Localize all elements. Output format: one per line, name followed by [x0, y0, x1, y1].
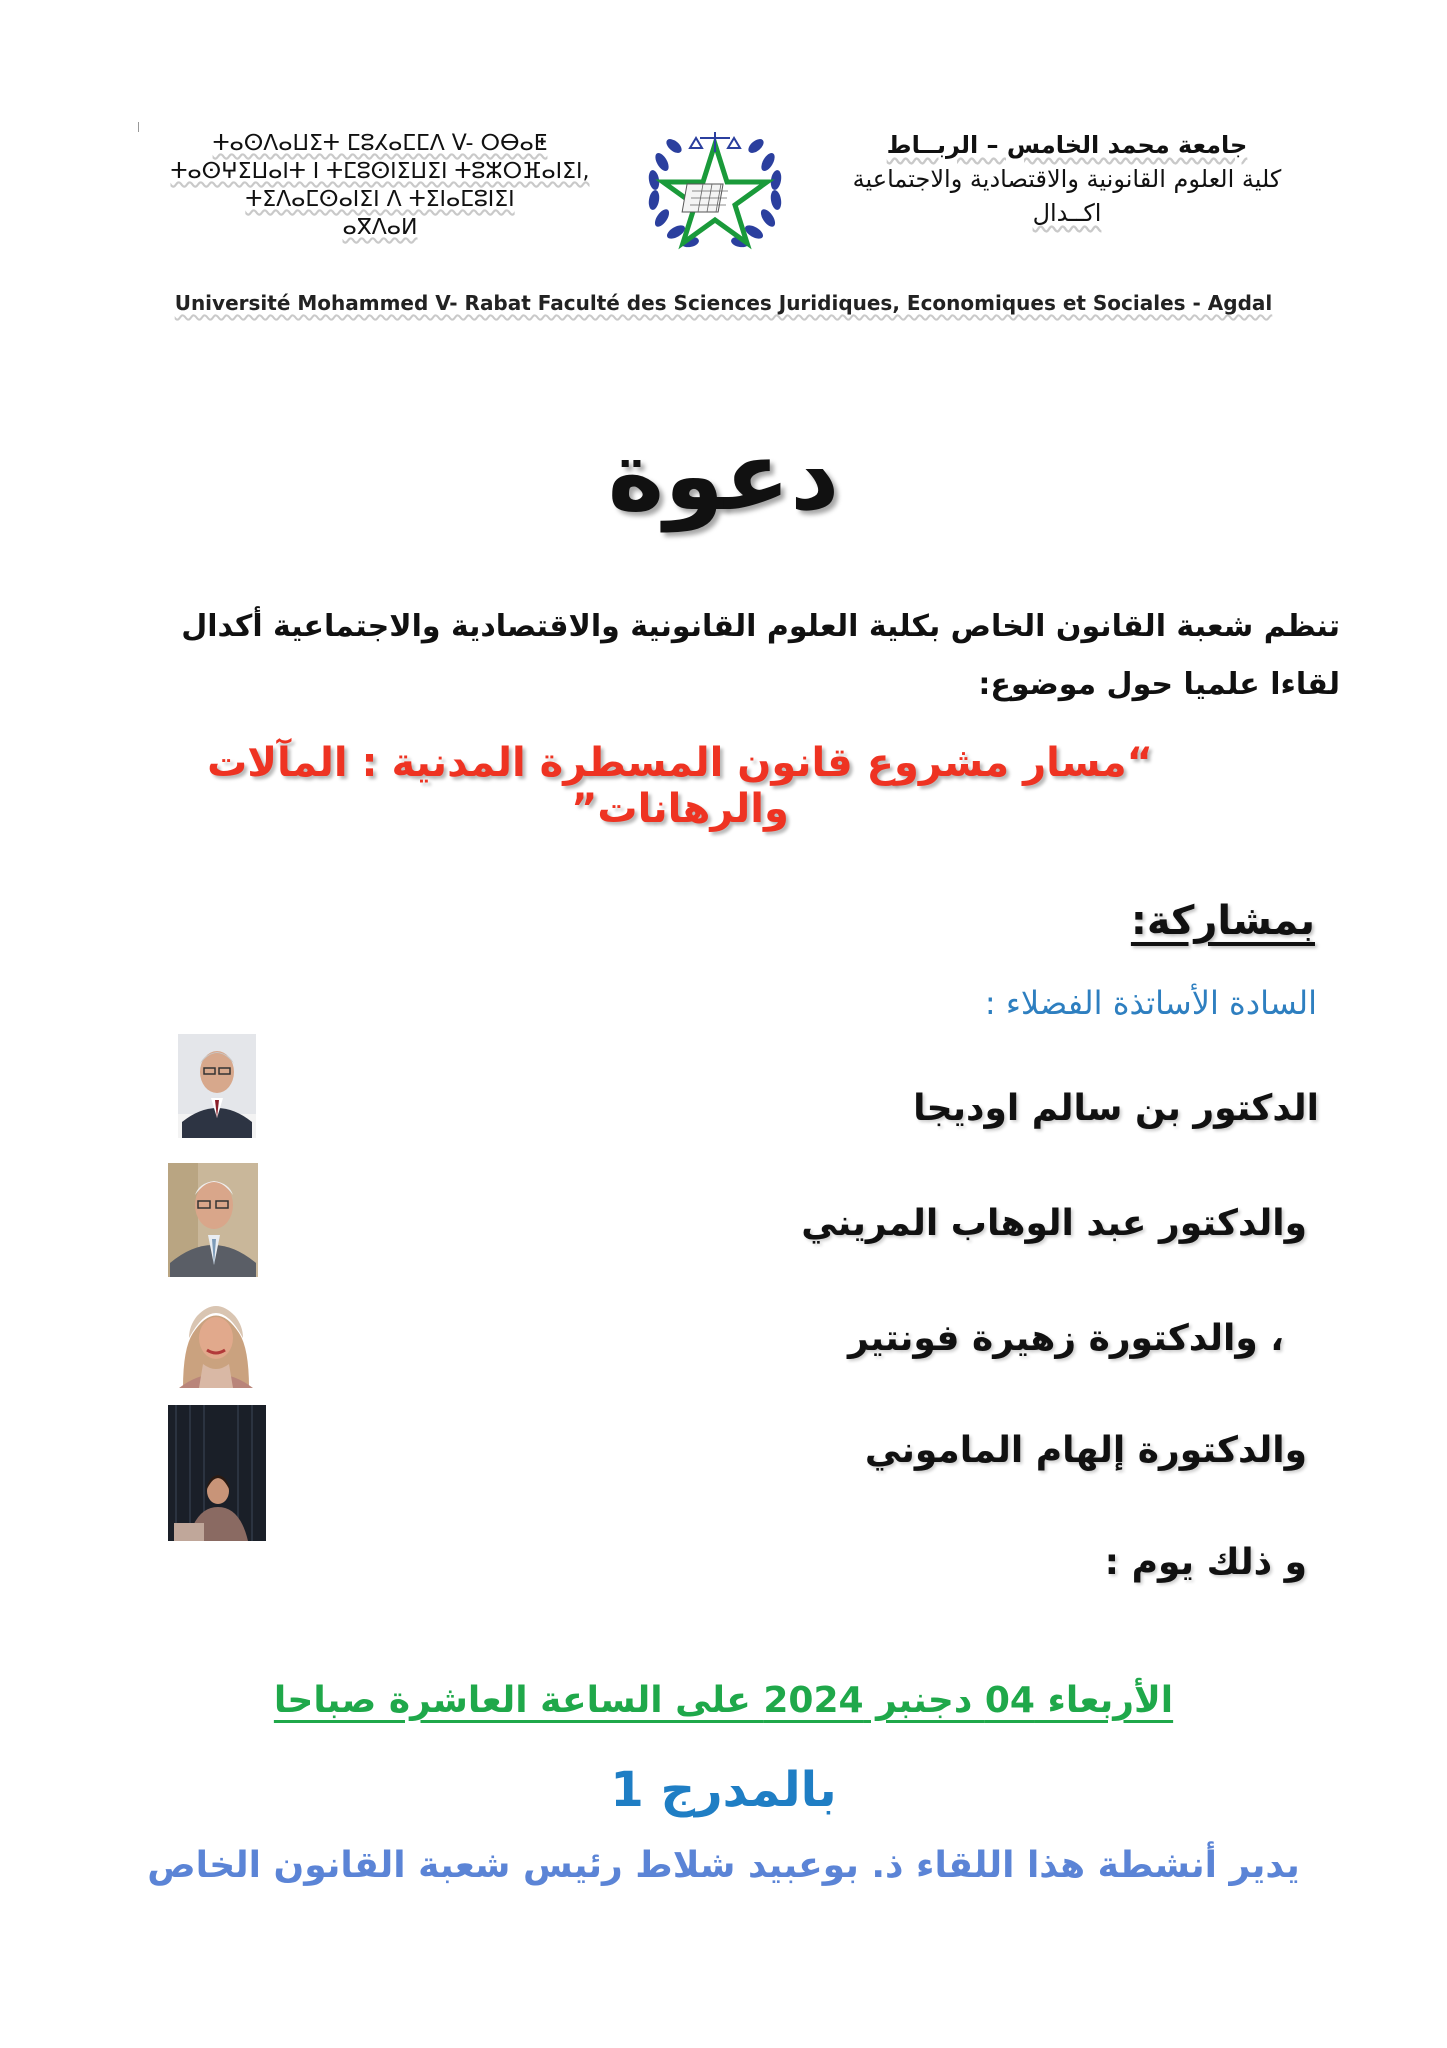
tifinagh-line: ⵜⴰⵙⴷⴰⵡⵉⵜ ⵎⵓⵃⴰⵎⵎⴷ V- ⵔⴱⴰⵟ	[212, 131, 548, 156]
speaker-name: الدكتور بن سالم اوديجا	[913, 1088, 1319, 1129]
arabic-header	[837, 128, 1297, 230]
latin-institution-text: Université Mohammed V- Rabat Faculté des Sciences Juridiques, Economiques et Sociales - Agdal	[174, 291, 1273, 315]
professors-label: السادة الأساتذة الفضلاء :	[984, 984, 1317, 1022]
event-hall: بالمدرج 1	[610, 1762, 837, 1818]
event-moderator: يدير أنشطة هذا اللقاء ذ. بوعبيد شلاط رئيس شعبة القانون الخاص	[147, 1845, 1300, 1886]
speaker-photo	[178, 1034, 256, 1138]
speaker-name: والدكتور عبد الوهاب المريني	[801, 1203, 1307, 1244]
event-date	[0, 1680, 1447, 1721]
speaker-photo	[168, 1405, 266, 1541]
margin-mark	[138, 122, 139, 132]
speaker-photo	[173, 1288, 259, 1388]
latin-institution-line	[0, 291, 1447, 315]
speaker-name: والدكتورة إلهام الماموني	[864, 1430, 1307, 1471]
arabic-campus-name: اكــدال	[1032, 199, 1102, 227]
page-title: دعوة	[607, 420, 840, 532]
tifinagh-line: ⴰⴳⴷⴰⵍ	[342, 215, 418, 240]
arabic-university-name: جامعة محمد الخامس – الربــاط	[886, 131, 1248, 159]
intro-paragraph: تنظم شعبة القانون الخاص بكلية العلوم القانونية والاقتصادية والاجتماعية أكدال لقاءا علميا حول موضوع:	[181, 609, 1340, 702]
day-label: و ذلك يوم :	[1104, 1542, 1307, 1583]
event-topic: “مسار مشروع قانون المسطرة المدنية : المآلات والرهانات”	[207, 740, 1153, 832]
speaker-name: ، والدكتورة زهيرة فونتير	[848, 1318, 1284, 1359]
tifinagh-line: ⵜⵉⴷⴰⵎⵙⴰⵏⵉⵏ ⴷ ⵜⵉⵏⴰⵎⵓⵏⵉⵏ	[245, 187, 515, 212]
participation-heading: بمشاركة:	[1130, 898, 1315, 944]
arabic-faculty-name: كلية العلوم القانونية والاقتصادية والاجتماعية	[852, 165, 1282, 193]
tifinagh-line: ⵜⴰⵙⵖⵉⵡⴰⵏⵜ ⵏ ⵜⵎⵓⵙⵏⵉⵡⵉⵏ ⵜⵓⵣⵔⴼⴰⵏⵉⵏ,	[170, 159, 590, 184]
university-emblem-icon	[640, 122, 790, 257]
speaker-photo	[168, 1163, 258, 1277]
event-date-text: الأربعاء 04 دجنبر 2024 على الساعة العاشرة صباحا	[273, 1680, 1174, 1721]
tifinagh-header	[160, 130, 600, 242]
